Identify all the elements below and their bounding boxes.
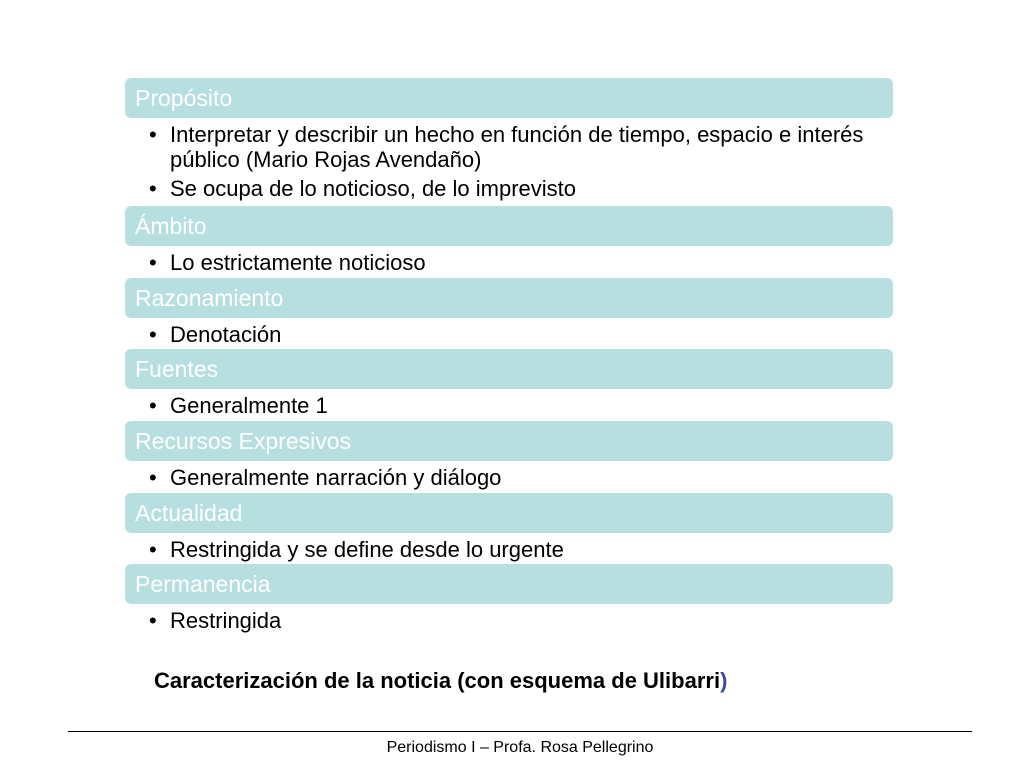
bullet-list: [125, 393, 893, 418]
section-permanencia: [125, 564, 893, 633]
bullet-list: [125, 465, 893, 490]
bullet-list: [125, 250, 893, 275]
bullet-icon: •: [149, 537, 157, 562]
caption-text: Caracterización de la noticia (con esquema de Ulibarri: [154, 668, 721, 693]
bullet-icon: •: [149, 176, 157, 201]
bullet-list: [125, 122, 893, 201]
bullet-icon: •: [149, 608, 157, 633]
section-header: Recursos Expresivos: [125, 421, 893, 461]
bullet-item: [125, 122, 893, 172]
bullet-icon: •: [149, 465, 157, 490]
section-header: Razonamiento: [125, 278, 893, 318]
bullet-icon: •: [149, 250, 157, 275]
bullet-text: Restringida y se define desde lo urgente: [170, 537, 564, 562]
bullet-list: [125, 322, 893, 347]
section-razonamiento: [125, 278, 893, 347]
section-fuentes: [125, 349, 893, 418]
bullet-text: Generalmente 1: [170, 393, 328, 418]
bullet-icon: •: [149, 322, 157, 347]
bullet-text: Interpretar y describir un hecho en función de tiempo, espacio e interés público (Mario Rojas Avendaño): [170, 122, 864, 172]
bullet-text: Se ocupa de lo noticioso, de lo imprevisto: [170, 176, 577, 201]
bullet-icon: •: [149, 393, 157, 418]
bullet-item: [125, 250, 893, 275]
section-recursos-expresivos: [125, 421, 893, 490]
section-actualidad: [125, 493, 893, 562]
slide-caption: [154, 667, 727, 695]
bullet-item: [125, 176, 893, 201]
footer-text: Periodismo I – Profa. Rosa Pellegrino: [386, 739, 654, 756]
caption-closing-paren: ): [720, 668, 728, 693]
footer-divider: [68, 731, 972, 732]
section-header: Actualidad: [125, 493, 893, 533]
bullet-text: Restringida: [170, 608, 282, 633]
bullet-item: [125, 608, 893, 633]
bullet-item: [125, 465, 893, 490]
section-ambito: [125, 206, 893, 275]
bullet-text: Denotación: [170, 322, 282, 347]
section-header: Propósito: [125, 78, 893, 118]
section-header: Permanencia: [125, 564, 893, 604]
bullet-item: [125, 537, 893, 562]
bullet-text: Lo estrictamente noticioso: [170, 250, 426, 275]
bullet-icon: •: [149, 122, 157, 147]
section-proposito: [125, 78, 893, 201]
bullet-list: [125, 608, 893, 633]
bullet-item: [125, 393, 893, 418]
bullet-item: [125, 322, 893, 347]
section-header: Fuentes: [125, 349, 893, 389]
bullet-text: Generalmente narración y diálogo: [170, 465, 502, 490]
section-header: Ámbito: [125, 206, 893, 246]
bullet-list: [125, 537, 893, 562]
